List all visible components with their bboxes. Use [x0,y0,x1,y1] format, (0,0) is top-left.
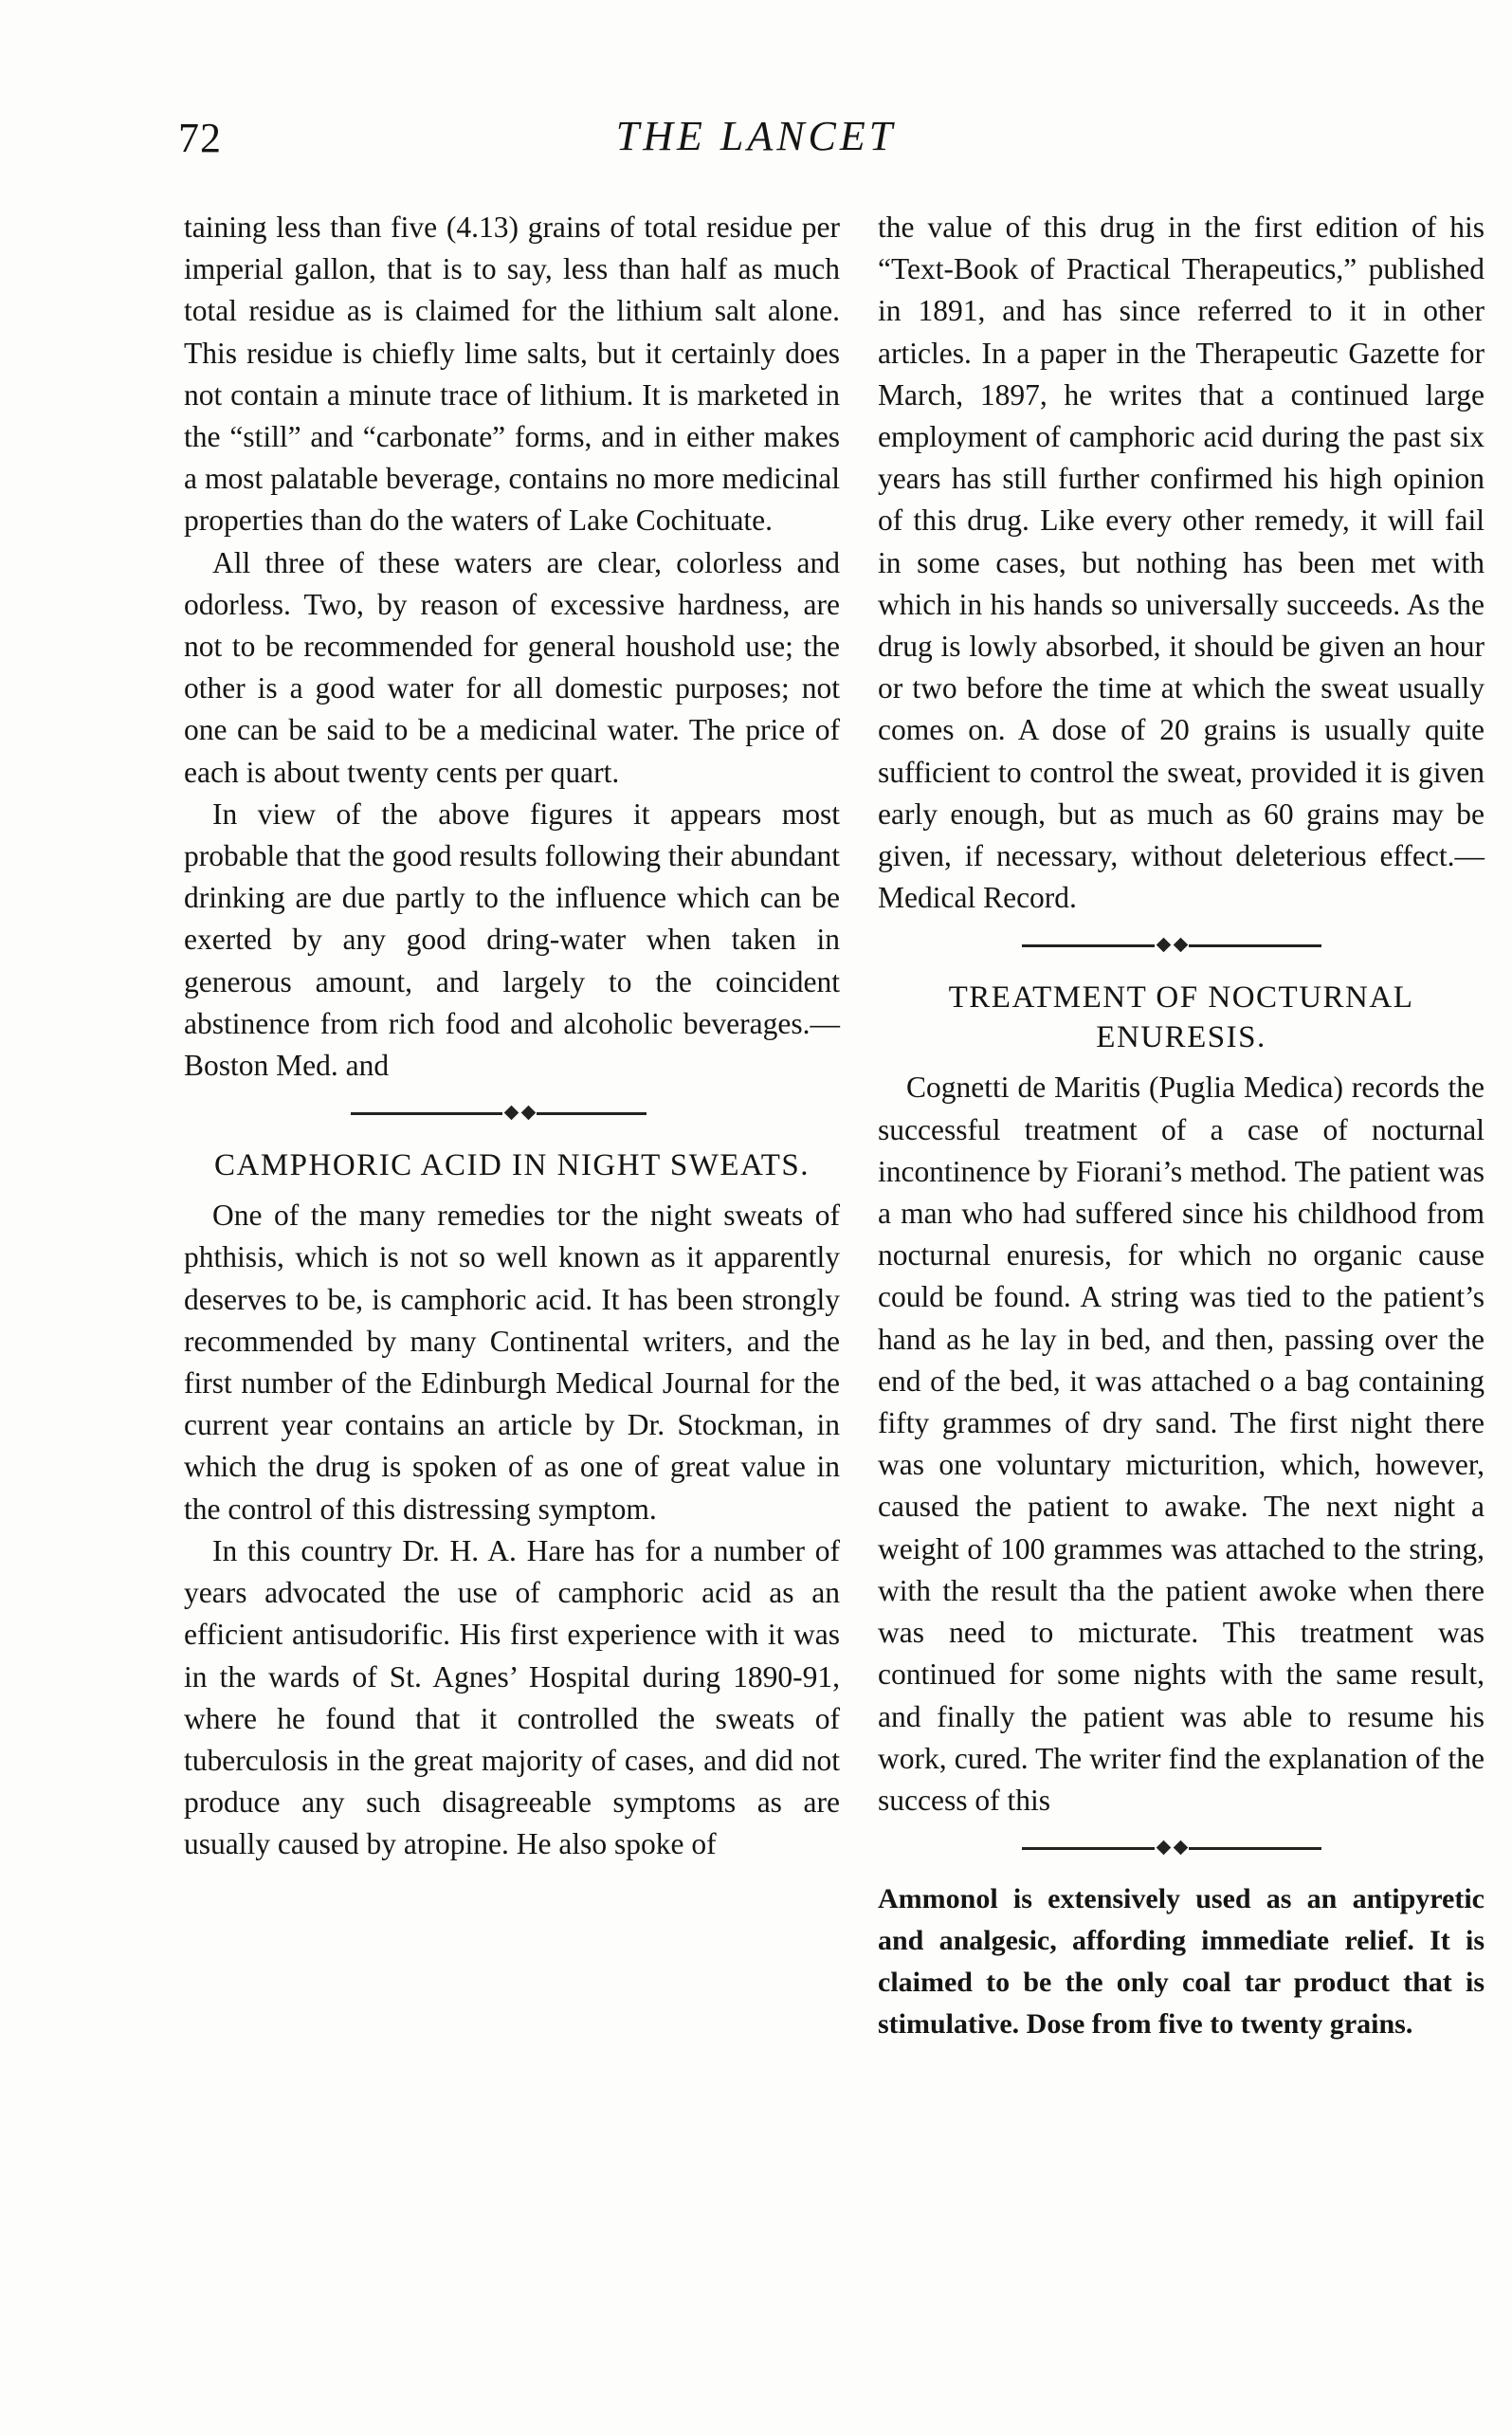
right-column [878,207,1485,2045]
section-divider [184,1089,840,1138]
page-number: 72 [178,115,222,161]
journal-title: THE LANCET [615,113,897,159]
left-column [184,207,840,1866]
paragraph-camphoric-continued: the value of this drug in the first edition of his “Text-Book of Practical Therapeutics,” published in 1891, and has since referred to it in other articles. In a paper in the Therapeutic Gazette for March, 1897, he writes that a continued large employment of camphoric acid during the past six years has still further confirmed his high opinion of this drug. Like every other remedy, it will fail in some cases, but nothing has been met with which in his hands so universally succeeds. As the drug is lowly absorbed, it should be given an hour or two before the time at which the sweat usually comes on. A dose of 20 grains is usually quite sufficient to control the sweat, provided it is given early enough, but as much as 60 grains may be given, if necessary, without deleterious effect.—Medical Record. [878,211,1485,915]
paragraph-camphoric-intro: One of the many remedies tor the night sweats of phthisis, which is not so well known as it apparently deserves to be, is camphoric acid. It has been strongly recommended by many Continental writers, and the first number of the Edinburgh Medical Journal for the current year contains an article by Dr. Stockman, in which the drug is spoken of as one of great value in the control of this distressing symptom. [184,1199,840,1526]
nocturnal-enuresis-heading: TREATMENT OF NOCTURNAL ENURESIS. [948,980,1414,1055]
paragraph-hare-experience: In this country Dr. H. A. Hare has for a number of years advocated the use of camphoric acid as an efficient antisudorific. His first experience with it was in the wards of St. Agnes’ Hospital during 1890-91, where he found that it controlled the sweats of tuberculosis in the great majority of cases, and did not produce any such disagreeable symptoms as are usually caused by atropine. He also spoke of [184,1533,840,1861]
ammonol-notice: Ammonol is extensively used as an antipyretic and analgesic, affording immediate relief. It is claimed to be the only coal tar product that is stimulative. Dose from five to twenty grains. [878,1883,1485,2041]
paragraph-conclusion: In view of the above figures it appears most probable that the good results following their abundant drinking are due partly to the influence which can be exerted by any good dring-water when taken in generous amount, and largely to the coincident abstinence from rich food and alcoholic beverages.—Boston Med. and [184,796,840,1083]
paragraph-lithium-water: taining less than five (4.13) grains of total residue per imperial gallon, that is to say, less than half as much total residue as is claimed for the lithium salt alone. This residue is chiefly lime salts, but it certainly does not contain a minute trace of lithium. It is marketed in the “still” and “carbonate” forms, and in either makes a most palatable beverage, contains no more medicinal properties than do the waters of Lake Cochituate. [184,211,840,538]
section-divider [878,1823,1485,1873]
camphoric-acid-heading: CAMPHORIC ACID IN NIGHT SWEATS. [213,1148,810,1183]
section-divider [878,921,1485,970]
paragraph-three-waters: All three of these waters are clear, colorless and odorless. Two, by reason of excessive hardness, are not to be recommended for general houshold use; the other is a good water for all domestic purposes; not one can be said to be a medicinal water. The price of each is about twenty cents per quart. [184,545,840,789]
paragraph-enuresis-treatment: Cognetti de Maritis (Puglia Medica) records the successful treatment of a case of nocturnal incontinence by Fiorani’s method. The patient was a man who had suffered since his childhood from nocturnal enuresis, for which no organic cause could be found. A string was tied to the patient’s hand as he lay in bed, and then, passing over the end of the bed, it was attached o a bag containing fifty grammes of dry sand. The first night there was one voluntary micturition, which, however, caused the patient to awake. The next night a weight of 100 grammes was attached to the string, with the result tha the patient awoke when there was need to micturate. This treatment was continued for some nights with the same result, and finally the patient was able to resume his work, cured. The writer find the explanation of the success of this [878,1071,1485,1817]
